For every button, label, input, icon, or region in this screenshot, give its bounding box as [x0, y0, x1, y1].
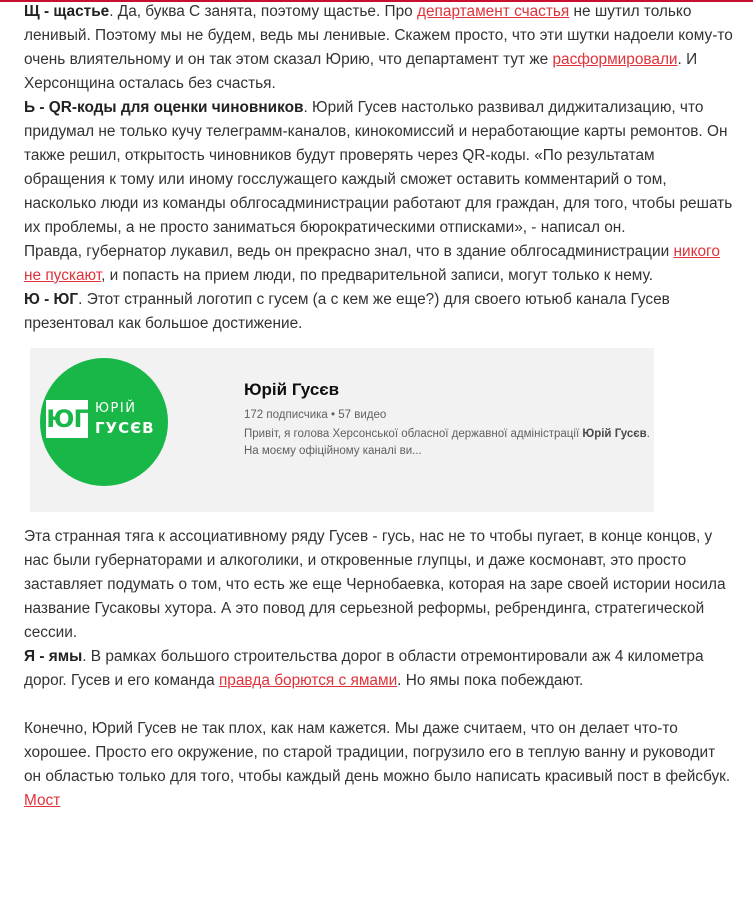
- link-disbanded[interactable]: расформировали: [552, 51, 678, 68]
- text: . Юрий Гусев настолько развивал диджитализацию, что придумал не только кучу телеграмм-каналов, кинокомиссий и неработающие карты ремонтов. Он также решил, открытость чиновников будут проверять через QR-коды. «По результатам обращения к тому или иному госслужащего каждый сможет оставить комментарий о том, насколько люди из команды облгосадминистрации работают для граждан, для того, чтобы решать их проблемы, а не просто заниматься бюрократическими отписками», - написал он.: [24, 99, 733, 236]
- paragraph-potholes: [24, 645, 734, 693]
- paragraph-governor: [24, 240, 734, 288]
- paragraph-gap: [24, 693, 734, 717]
- channel-logo: [40, 358, 168, 486]
- heading-qr-codes: Ь - QR-коды для оценки чиновников: [24, 99, 304, 116]
- youtube-channel-card[interactable]: [30, 348, 654, 512]
- text: Правда, губернатор лукавил, ведь он прекрасно знал, что в здание облгосадминистрации: [24, 243, 674, 260]
- paragraph-conclusion: [24, 717, 734, 789]
- channel-description: [244, 426, 650, 460]
- source-line: [24, 789, 734, 813]
- logo-word-first: ЮРІЙ: [95, 401, 137, 416]
- text: . И Херсонщина осталась без счастья.: [24, 51, 698, 92]
- paragraph-shchastye: [24, 0, 734, 96]
- heading-yug: Ю - ЮГ: [24, 291, 79, 308]
- logo-word-last: ГУСЄВ: [95, 419, 155, 437]
- article-body: [24, 0, 734, 813]
- logo-mark: ЮГ: [46, 400, 88, 438]
- paragraph-goose-association: [24, 525, 734, 645]
- heading-shchastye: Щ - щастье: [24, 3, 110, 20]
- text: . Да, буква С занята, поэтому щастье. Про: [109, 3, 418, 20]
- text: . Этот странный логотип с гусем (а с кем же еще?) для своего ютьюб канала Гусев презентовал как большое достижение.: [24, 291, 670, 332]
- text: . На моєму офіційному каналі ви...: [244, 428, 650, 457]
- paragraph-yug: [24, 288, 734, 336]
- channel-stats: 172 подписчика • 57 видео: [244, 409, 387, 421]
- text: Эта странная тяга к ассоциативному ряду Гусев - гусь, нас не то чтобы пугает, в конце концов, у нас были губернаторами и алкоголики, и откровенные глупцы, и даже космонавт, это просто заставляет подумать о том, что есть же еще Чернобаевка, которая на заре своей истории носила название Гусаковы хутора. А это повод для серьезной реформы, ребрендинга, стратегической сессии.: [24, 528, 726, 641]
- text: . В рамках большого строительства дорог в области отремонтировали аж 4 километра дорог. Гусев и его команда: [24, 648, 704, 689]
- text: Привіт, я голова Херсонської обласної державної адміністрації: [244, 428, 583, 440]
- link-department-happiness[interactable]: департамент счастья: [417, 3, 570, 20]
- text: не шутил только ленивый. Поэтому мы не будем, ведь мы ленивые. Скажем просто, что эти шутки надоели кому-то очень влиятельному и он так этом сказал Юрию, что департамент тут же: [24, 3, 733, 68]
- text-bold: Юрій Гусєв: [582, 428, 647, 440]
- heading-potholes: Я - ямы: [24, 648, 83, 665]
- paragraph-qr-codes: [24, 96, 734, 240]
- channel-name[interactable]: Юрій Гусєв: [244, 380, 340, 399]
- link-fighting-potholes[interactable]: правда борются с ямами: [218, 672, 398, 689]
- source-link[interactable]: Мост: [24, 792, 61, 809]
- text: Конечно, Юрий Гусев не так плох, как нам кажется. Мы даже считаем, что он делает что-то хорошее. Просто его окружение, по старой традиции, погрузило его в теплую ванну и руководит он областью только для того, чтобы каждый день можно было написать красивый пост в фейсбук.: [24, 720, 731, 785]
- link-nobody-allowed[interactable]: никого не пускают: [24, 243, 720, 284]
- text: . Но ямы пока побеждают.: [397, 672, 584, 689]
- text: , и попасть на прием люди, по предварительной записи, могут только к нему.: [101, 267, 653, 284]
